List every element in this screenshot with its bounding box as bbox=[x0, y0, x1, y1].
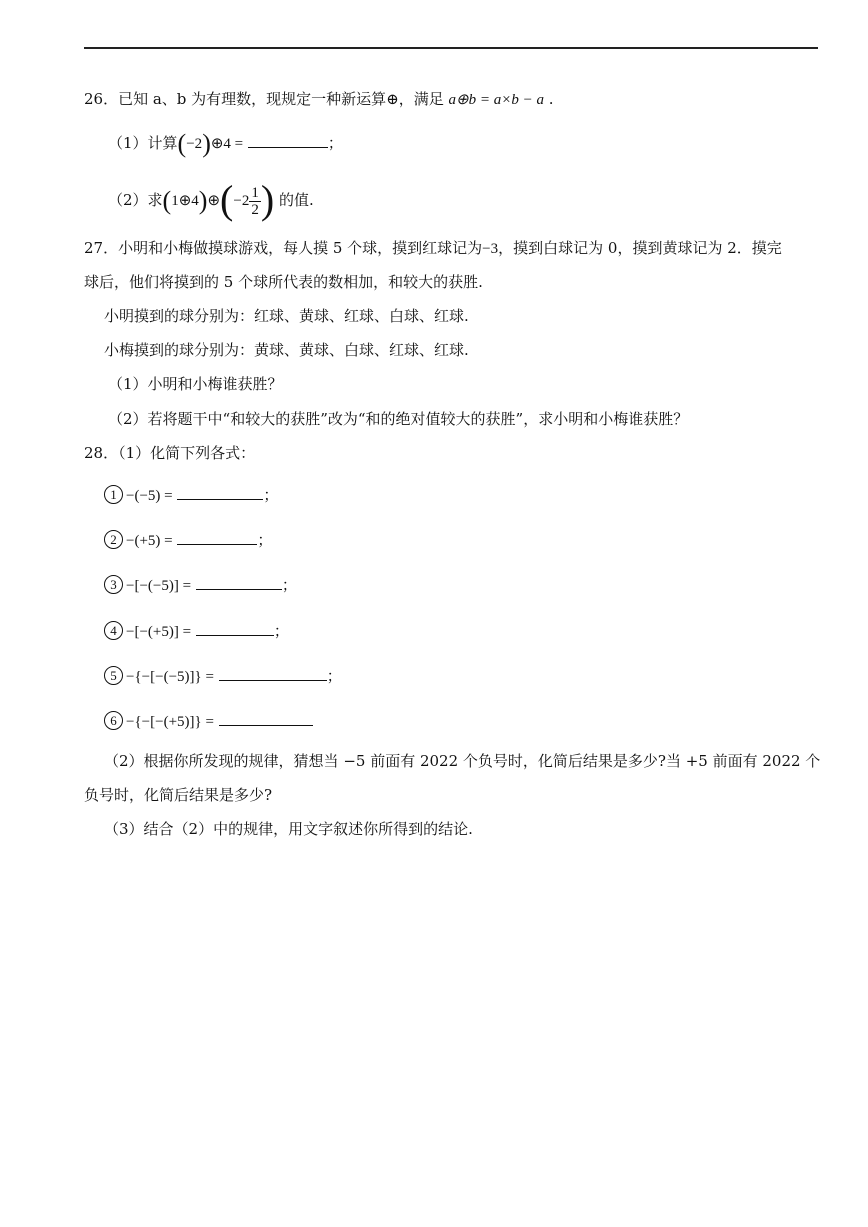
q27-part1: （1）小明和小梅谁获胜？ bbox=[108, 375, 283, 393]
answer-blank[interactable] bbox=[219, 664, 327, 681]
q28-part2-line1: （2）根据你所发现的规律，猜想当 −5 前面有 2022 个负号时，化简后结果是多少?当 +5 前面有 2022 个 bbox=[104, 752, 821, 770]
answer-blank[interactable] bbox=[177, 528, 257, 545]
q28-item-5: 5 −{−[−(−5)]} = ； bbox=[104, 664, 342, 687]
q28-part2-line2: 负号时，化简后结果是多少? bbox=[84, 786, 273, 804]
q28-head: 28．（1）化简下列各式： bbox=[84, 444, 256, 462]
q27-part2: （2）若将题干中“和较大的获胜”改为“和的绝对值较大的获胜”，求小明和小梅谁获胜？ bbox=[108, 410, 689, 428]
q27-line4: 小梅摸到的球分别为：黄球、黄球、白球、红球、红球. bbox=[104, 341, 469, 359]
q27-line2: 球后，他们将摸到的 5 个球所代表的数相加，和较大的获胜. bbox=[84, 273, 483, 291]
answer-blank[interactable] bbox=[196, 619, 274, 636]
q27-line1: 27．小明和小梅做摸球游戏，每人摸 5 个球，摸到红球记为−3，摸到白球记为 0，摸到黄球记为 2．摸完 bbox=[84, 239, 782, 257]
circled-number: 1 bbox=[104, 485, 123, 504]
q28-item-1: 1 −(−5) = ； bbox=[104, 483, 278, 506]
answer-blank[interactable] bbox=[196, 573, 282, 590]
answer-blank[interactable] bbox=[177, 483, 263, 500]
circled-number: 3 bbox=[104, 575, 123, 594]
q28-part3: （3）结合（2）中的规律，用文字叙述你所得到的结论. bbox=[104, 820, 473, 838]
circled-number: 4 bbox=[104, 621, 123, 640]
header-rule bbox=[84, 47, 818, 49]
q28-item-6: 6 −{−[−(+5)]} = bbox=[104, 709, 313, 732]
q28-item-4: 4 −[−(+5)] = ； bbox=[104, 619, 289, 642]
circled-number: 5 bbox=[104, 666, 123, 685]
circled-number: 6 bbox=[104, 711, 123, 730]
answer-blank[interactable] bbox=[248, 131, 328, 148]
answer-blank[interactable] bbox=[219, 709, 313, 726]
q28-item-3: 3 −[−(−5)] = ； bbox=[104, 573, 297, 596]
q26-part2: （2）求(1⊕4)⊕(−2 $\frac{1}{2}$ ) 的值. bbox=[108, 177, 314, 222]
circled-number: 2 bbox=[104, 530, 123, 549]
q26-part1: （1）计算(−2)⊕4 = ； bbox=[108, 129, 343, 158]
q27-line3: 小明摸到的球分别为：红球、黄球、红球、白球、红球. bbox=[104, 307, 469, 325]
q26-stem: 26．已知 a、b 为有理数，现规定一种新运算⊕，满足 a⊕b = a×b − a . bbox=[84, 90, 554, 108]
q26-formula: a⊕b = a×b − a bbox=[448, 92, 544, 108]
q28-item-2: 2 −(+5) = ； bbox=[104, 528, 272, 551]
mixed-fraction: $\frac{1}{2}$ bbox=[251, 184, 259, 218]
